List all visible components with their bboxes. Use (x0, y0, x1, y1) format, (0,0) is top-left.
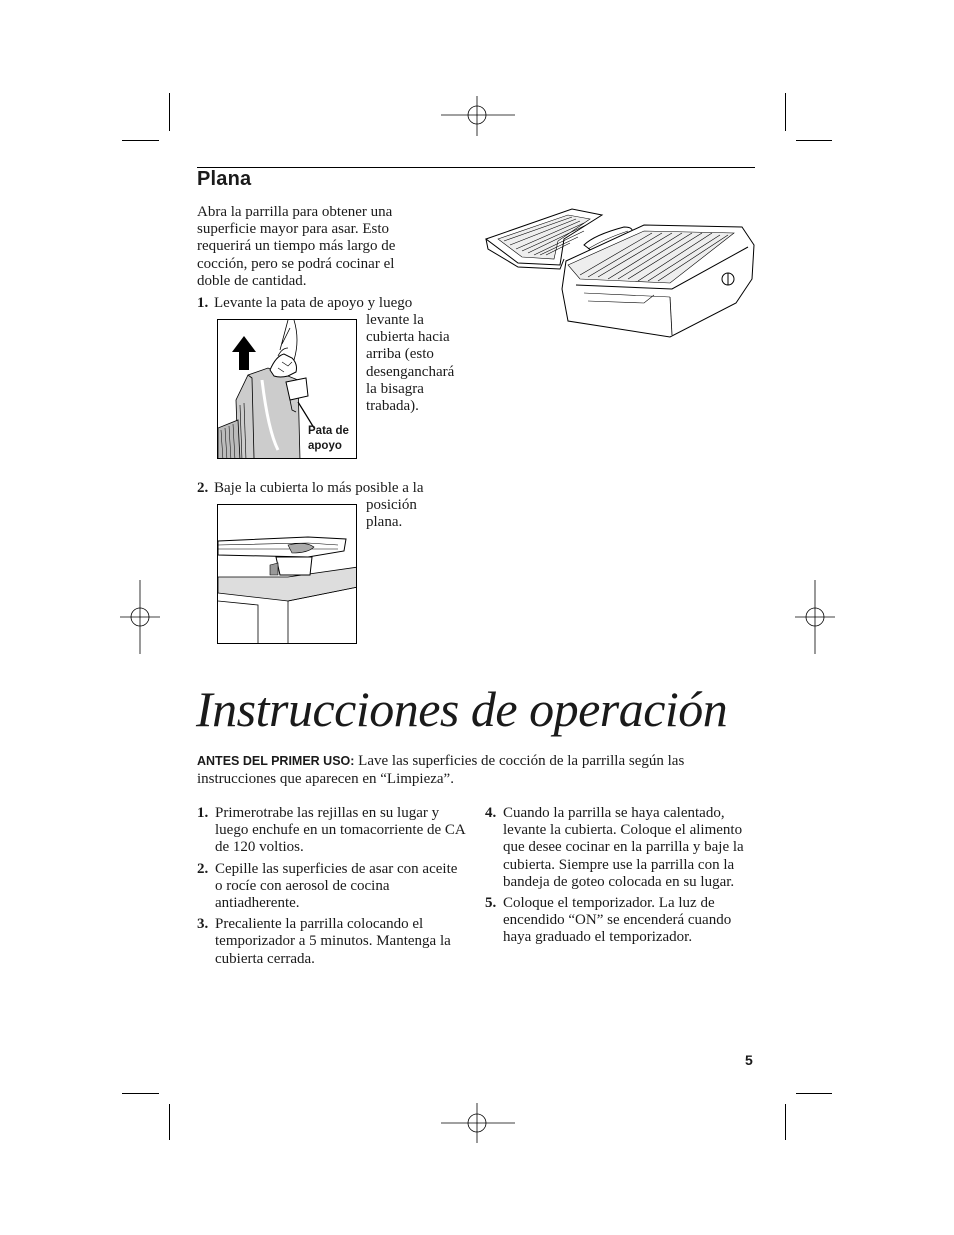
step-line: cubierta hacia (366, 329, 450, 346)
before-first-use (197, 753, 757, 788)
intro-paragraph (197, 204, 457, 290)
list-item (485, 895, 757, 947)
crop-mark (122, 1093, 159, 1094)
intro-line: doble de cantidad. (197, 272, 307, 289)
step-text: Coloque el temporizador. La luz de encendido “ON” se encenderá cuando haya graduado el temporizador. (503, 895, 732, 946)
step-number: 5. (485, 895, 497, 912)
crop-mark (796, 1093, 832, 1094)
intro-line: superficie mayor para asar. Esto (197, 221, 390, 238)
figure-label (308, 424, 349, 454)
figure-label-line: apoyo (308, 440, 342, 452)
up-arrow-icon (232, 336, 256, 370)
main-title: Instrucciones de operación (196, 681, 728, 737)
step-text: Baje la cubierta lo más posible a la (214, 480, 424, 496)
figure-lift-cover (217, 319, 357, 459)
intro-line: requerirá un tiempo más largo de (197, 238, 396, 255)
crop-mark (796, 140, 832, 141)
step-text: Precaliente la parrilla colocando el temporizador a 5 minutos. Mantenga la cubierta cerrada. (215, 916, 451, 967)
before-first-use-text: Lave las superficies de cocción de la parrilla según las instrucciones que aparecen en “Limpieza”. (197, 753, 685, 787)
steps-right-column (485, 805, 757, 951)
step-1-wrap (366, 312, 476, 415)
step-number: 1. (197, 805, 209, 821)
section-title: Plana (197, 168, 252, 190)
step-2-first-line (197, 480, 424, 497)
step-text: Levante la pata de apoyo y luego (214, 295, 413, 311)
step-1-first-line (197, 295, 412, 312)
grill-open-illustration (484, 205, 759, 340)
crop-mark (169, 1104, 170, 1140)
list-item (197, 805, 465, 857)
step-number: 2. (197, 480, 209, 496)
list-item (197, 916, 465, 968)
crop-mark (785, 1104, 786, 1140)
crop-mark (122, 140, 159, 141)
step-text: Cepille las superficies de asar con aceite o rocíe con aerosol de cocina antiadherente. (215, 860, 458, 912)
steps-left-column (197, 805, 465, 972)
figure-label-line: Pata de (308, 425, 349, 437)
step-text: Cuando la parrilla se haya calentado, levante la cubierta. Coloque el alimento que desee cocinar en la parrilla y baje la cubierta. Siempre use la parrilla con la bandeja de goteo colocada en su lugar. (503, 805, 744, 890)
intro-line: cocción, pero se podrá cocinar el (197, 255, 395, 272)
section-rule (197, 167, 755, 168)
step-line: levante la (366, 312, 424, 328)
before-first-use-label: ANTES DEL PRIMER USO: (197, 754, 355, 768)
step-number: 2. (197, 860, 209, 877)
crop-mark (785, 93, 786, 131)
registration-mark-icon (441, 96, 515, 136)
registration-mark-icon (441, 1103, 515, 1143)
intro-line: Abra la parrilla para obtener una (197, 204, 393, 220)
step-number: 3. (197, 916, 209, 933)
step-line: arriba (esto (366, 346, 434, 363)
list-item (197, 861, 465, 913)
registration-mark-icon (795, 580, 835, 654)
step-number: 4. (485, 805, 497, 821)
list-item (485, 805, 757, 891)
step-line: la bisagra (366, 380, 424, 397)
step-number: 1. (197, 295, 209, 311)
registration-mark-icon (120, 580, 160, 654)
step-line: plana. (366, 514, 403, 531)
step-2-wrap (366, 497, 466, 531)
step-line: trabada). (366, 398, 419, 415)
figure-flat-position (217, 504, 357, 644)
step-line: posición (366, 497, 417, 513)
step-text: Primerotrabe las rejillas en su lugar y luego enchufe en un tomacorriente de CA de 120 voltios. (215, 805, 465, 856)
crop-mark (169, 93, 170, 131)
page-number: 5 (745, 1052, 753, 1068)
step-line: desenganchará (366, 363, 455, 380)
